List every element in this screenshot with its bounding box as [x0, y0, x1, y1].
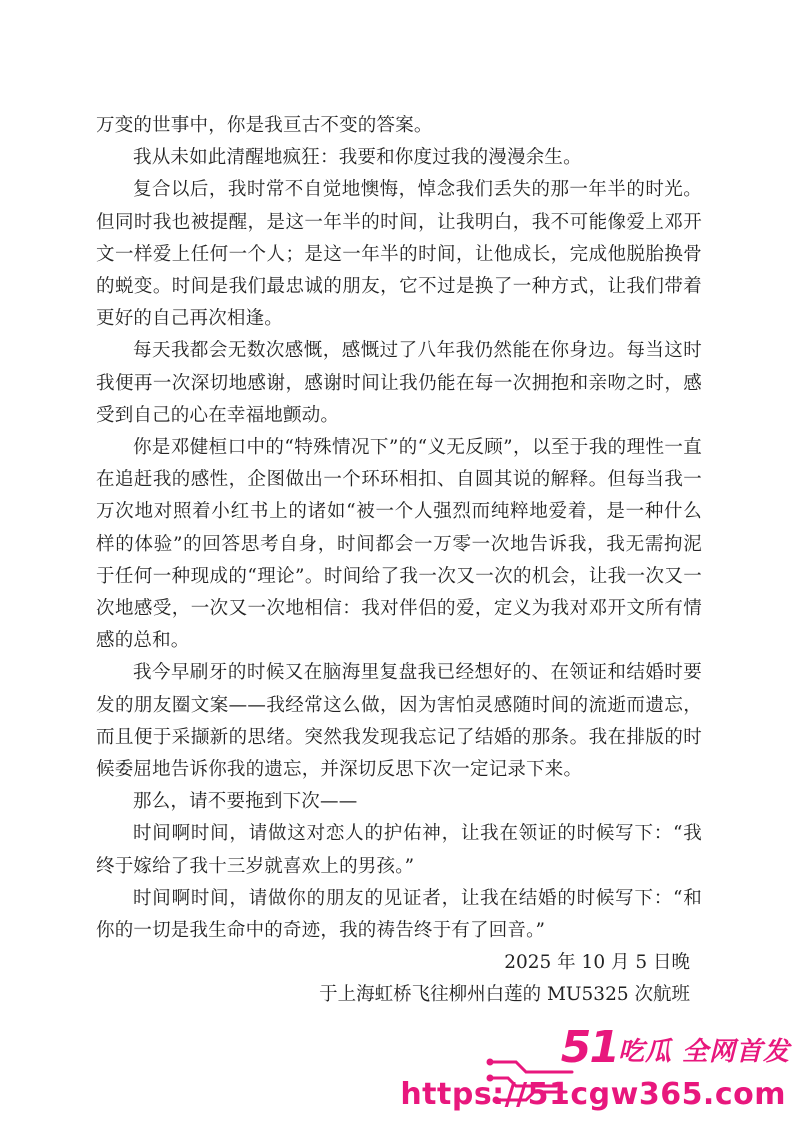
watermark-logo-text: 吃瓜 全网首发	[617, 1037, 790, 1067]
paragraph-2: 我从未如此清醒地疯狂：我要和你度过我的漫漫余生。	[133, 147, 582, 169]
paragraph-4: 每天我都会无数次感慨，感慨过了八年我仍然能在你身边。每当这时我便再一次深切地感谢，感谢时间让我仍能在每一次拥抱和亲吻之时，感受到自己的心在幸福地颤动。	[96, 340, 702, 426]
paragraph-7: 那么，请不要拖到下次——	[133, 791, 358, 813]
paragraph-1: 万变的世事中，你是我亘古不变的答案。	[96, 115, 433, 136]
document-body	[96, 110, 702, 1012]
paragraph-9: 时间啊时间，请做你的朋友的见证者，让我在结婚的时候写下：“和你的一切是我生命中的奇迹，我的祷告终于有了回音。”	[96, 887, 702, 942]
watermark-logo	[561, 1022, 790, 1073]
paragraph-6: 我今早刷牙的时候又在脑海里复盘我已经想好的、在领证和结婚时要发的朋友圈文案——我经常这么做，因为害怕灵感随时间的流逝而遗忘，而且便于采撷新的思绪。突然我发现我忘记了结婚的那条。我在排版的时候委屈地告诉你我的遗忘，并深切反思下次一定记录下来。	[96, 662, 702, 781]
signature-place: 于上海虹桥飞往柳州白莲的 MU5325 次航班	[319, 984, 690, 1006]
signature-date: 2025 年 10 月 5 日晚	[504, 952, 690, 974]
watermark-logo-number: 51	[560, 1022, 618, 1073]
watermark	[400, 1022, 796, 1126]
watermark-url: https://51cgw365.com	[400, 1077, 786, 1112]
paragraph-8: 时间啊时间，请做这对恋人的护佑神，让我在领证的时候写下：“我终于嫁给了我十三岁就喜欢上的男孩。”	[96, 823, 702, 877]
paragraph-3: 复合以后，我时常不自觉地懊悔，悼念我们丢失的那一年半的时光。但同时我也被提醒，是这一年半的时间，让我明白，我不可能像爱上邓开文一样爱上任何一个人；是这一年半的时间，让他成长，完成他脱胎换骨的蜕变。时间是我们最忠诚的朋友，它不过是换了一种方式，让我们带着更好的自己再次相逢。	[96, 179, 702, 330]
paragraph-5: 你是邓健桓口中的“特殊情况下”的“义无反顾”，以至于我的理性一直在追赶我的感性，企图做出一个环环相扣、自圆其说的解释。但每当我一万次地对照着小红书上的诸如“被一个人强烈而纯粹地爱着，是一种什么样的体验”的回答思考自身，时间都会一万零一次地告诉我，我无需拘泥于任何一种现成的“理论”。时间给了我一次又一次的机会，让我一次又一次地感受，一次又一次地相信：我对伴侣的爱，定义为我对邓开文所有情感的总和。	[96, 437, 702, 652]
